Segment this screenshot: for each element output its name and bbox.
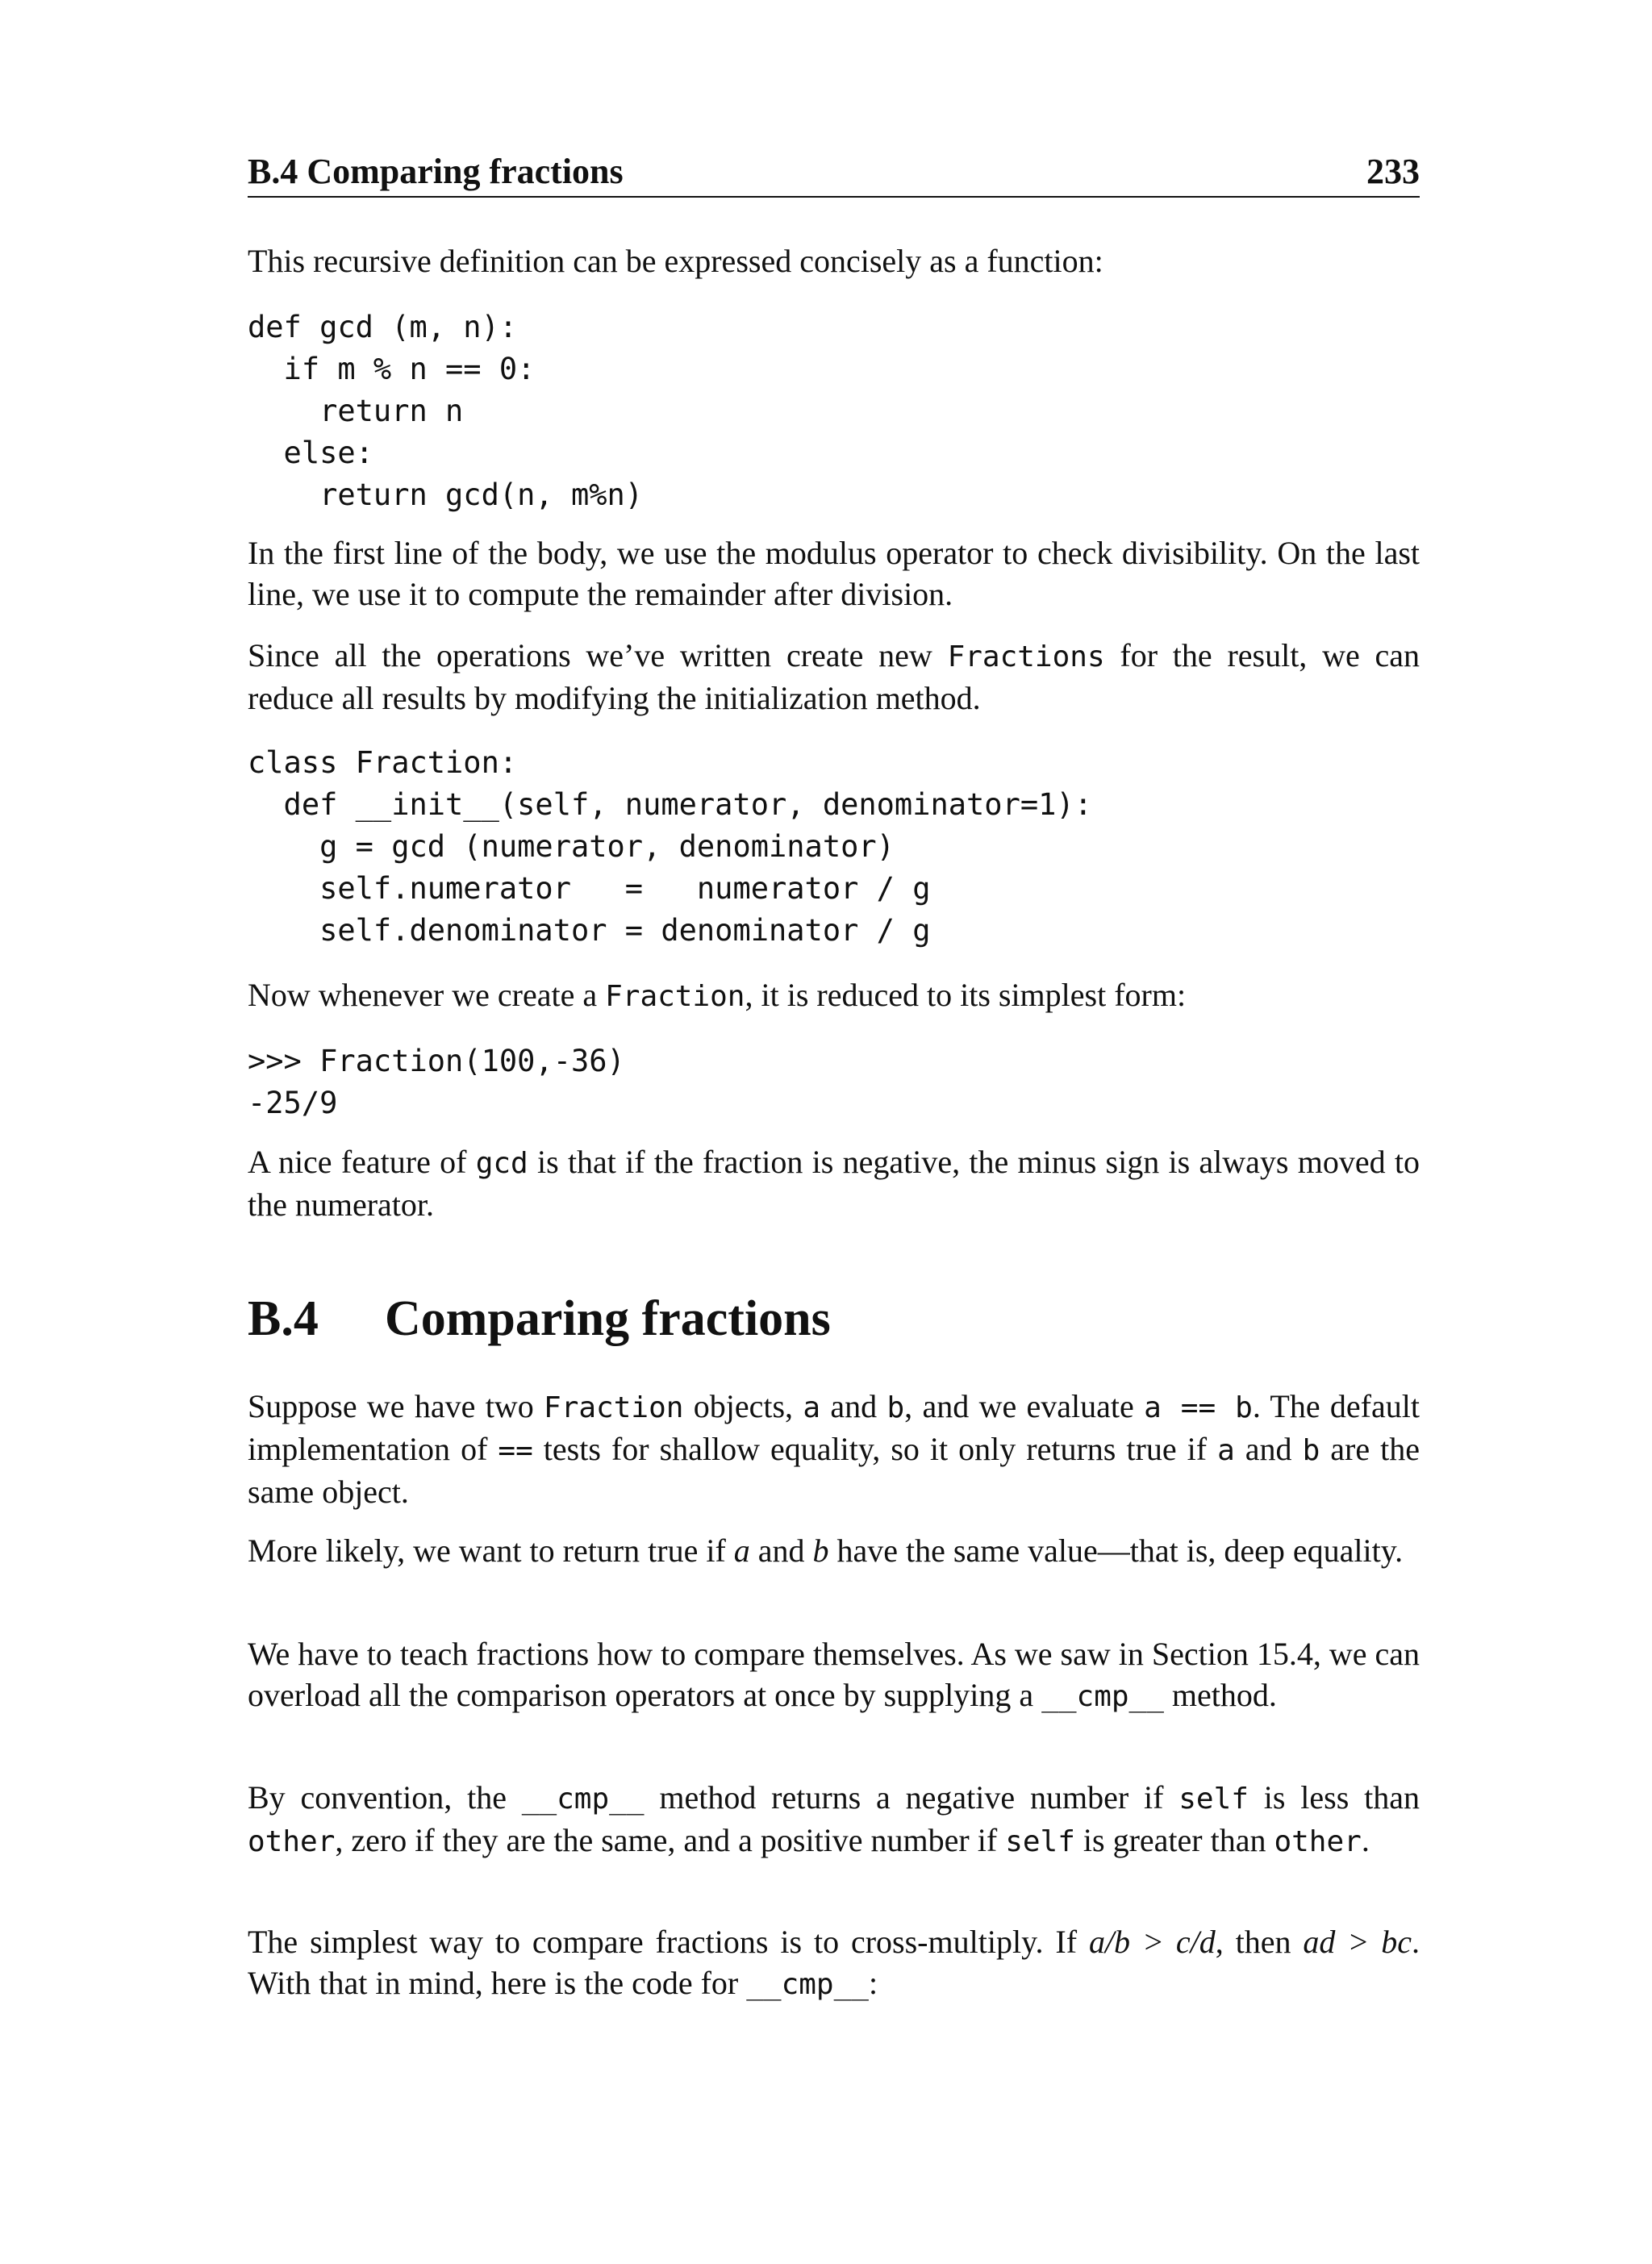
- text-run: Suppose we have two: [248, 1388, 544, 1424]
- inline-code: other: [248, 1825, 336, 1858]
- text-run: More likely, we want to return true if: [248, 1532, 734, 1569]
- text-run: tests for shallow equality, so it only returns true if: [532, 1431, 1218, 1467]
- page-number: 233: [1366, 152, 1420, 191]
- text-run: Since all the operations we’ve written create new: [248, 637, 948, 673]
- section-heading: [248, 1290, 831, 1348]
- text-run: and: [820, 1388, 887, 1424]
- math-variable: a: [733, 1532, 750, 1569]
- text-run: and: [1234, 1431, 1303, 1467]
- paragraph-text: This recursive definition can be expressed concisely as a function:: [248, 243, 1103, 279]
- text-run: Now whenever we create a: [248, 977, 606, 1013]
- text-run: have the same value—that is, deep equality.: [828, 1532, 1404, 1569]
- text-run: We have to teach fractions how to compare themselves. As we saw in Section 15.4, we can overload all the comparison operators at once by supplying a: [248, 1636, 1420, 1713]
- paragraph-text: In the first line of the body, we use the modulus operator to check divisibility. On the last line, we use it to compute the remainder after division.: [248, 535, 1420, 612]
- section-title: Comparing fractions: [385, 1291, 831, 1346]
- paragraph: [248, 1633, 1420, 1717]
- text-run: The simplest way to compare fractions is to cross-multiply. If: [248, 1924, 1089, 1960]
- text-run: objects,: [683, 1388, 803, 1424]
- text-run: .: [1361, 1822, 1370, 1858]
- text-run: By convention, the: [248, 1779, 522, 1816]
- code-block-gcd: def gcd (m, n): if m % n == 0: return n else: return gcd(n, m%n): [248, 310, 644, 512]
- header-title: B.4 Comparing fractions: [248, 152, 624, 191]
- inline-code: a == b: [1144, 1391, 1253, 1424]
- text-run: , it is reduced to its simplest form:: [745, 977, 1187, 1013]
- inline-code: __cmp__: [746, 1968, 869, 2001]
- running-header: [248, 148, 1420, 198]
- inline-code: Fraction: [605, 980, 745, 1013]
- text-run: are the same object.: [248, 1431, 1420, 1510]
- code-block-fraction-class: class Fraction: def __init__(self, numerator, denominator=1): g = gcd (numerator, denominator) self.numerator = numerator / g self.denominator = denominator / g: [248, 745, 1092, 948]
- paragraph: [248, 240, 1420, 281]
- text-run: . With that in mind, here is the code for: [248, 1924, 1420, 2001]
- text-run: . The default implementation of: [248, 1388, 1420, 1467]
- math-variable: b: [812, 1532, 829, 1569]
- text-run: :: [868, 1965, 878, 2001]
- paragraph: [248, 974, 1420, 1017]
- inline-code: other: [1274, 1825, 1362, 1858]
- text-run: for the result, we can reduce all results by modifying the initialization method.: [248, 637, 1420, 716]
- inline-code: ==: [498, 1434, 533, 1467]
- text-run: , and we evaluate: [904, 1388, 1145, 1424]
- inline-code: b: [886, 1391, 905, 1424]
- text-run: method returns a negative number if: [644, 1779, 1179, 1816]
- inline-code: Fractions: [947, 640, 1105, 673]
- text-run: , zero if they are the same, and a positive number if: [335, 1822, 1006, 1858]
- paragraph: [248, 1141, 1420, 1225]
- inline-code: a: [803, 1391, 821, 1424]
- inline-code: self: [1005, 1825, 1075, 1858]
- paragraph: [248, 1777, 1420, 1862]
- inline-code: b: [1302, 1434, 1320, 1467]
- text-run: , then: [1215, 1924, 1304, 1960]
- inline-code: Fraction: [544, 1391, 684, 1424]
- inline-code: a: [1217, 1434, 1235, 1467]
- section-number: B.4: [248, 1291, 319, 1346]
- text-run: is greater than: [1074, 1822, 1274, 1858]
- inline-code: __cmp__: [521, 1782, 645, 1816]
- text-run: is that if the fraction is negative, the minus sign is always moved to the numerator.: [248, 1144, 1420, 1223]
- text-run: and: [749, 1532, 813, 1569]
- inline-code: gcd: [475, 1147, 528, 1180]
- paragraph: [248, 532, 1420, 615]
- inline-code: __cmp__: [1041, 1680, 1164, 1713]
- text-run: is less than: [1248, 1779, 1420, 1816]
- code-block-example: >>> Fraction(100,-36) -25/9: [248, 1044, 625, 1120]
- inline-code: self: [1179, 1782, 1249, 1816]
- paragraph: [248, 1386, 1420, 1512]
- text-run: A nice feature of: [248, 1144, 476, 1180]
- paragraph: [248, 1530, 1420, 1571]
- math-expression: a/b > c/d: [1088, 1924, 1216, 1960]
- paragraph: [248, 1921, 1420, 2005]
- math-expression: ad > bc: [1303, 1924, 1412, 1960]
- text-run: method.: [1163, 1677, 1277, 1713]
- paragraph: [248, 635, 1420, 719]
